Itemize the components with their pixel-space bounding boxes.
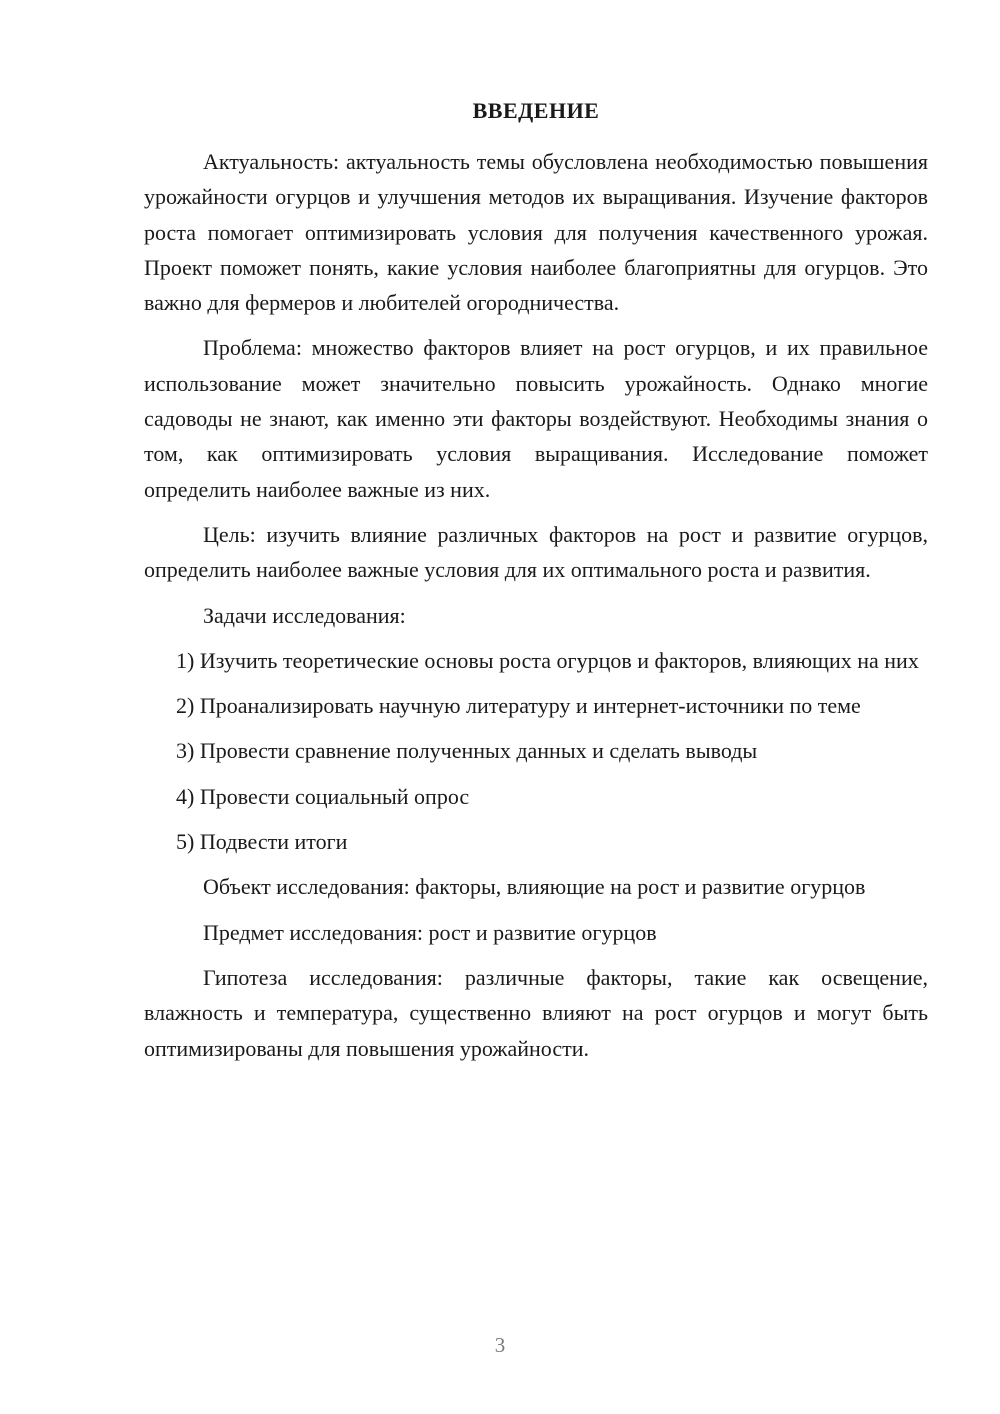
hypothesis-paragraph: Гипотеза исследования: различные факторы, такие как освещение, влажность и температура, существенно влияют на рост огурцов и могут быть оптимизированы для повышения урожайности. — [144, 964, 928, 1061]
subject-paragraph: Предмет исследования: рост и развитие огурцов — [203, 919, 657, 945]
goal-paragraph: Цель: изучить влияние различных факторов на рост и развитие огурцов, определить наиболее важные условия для их оптимального роста и развития. — [144, 521, 928, 583]
relevance-paragraph: Актуальность: актуальность темы обусловлена необходимостью повышения урожайности огурцов и улучшения методов их выращивания. Изучение факторов роста помогает оптимизировать условия для получения качественного урожая. Проект поможет понять, какие условия наиболее благоприятны для огурцов. Это важно для фермеров и любителей огородничества. — [144, 149, 928, 316]
document-page — [144, 96, 928, 1076]
problem-paragraph: Проблема: множество факторов влияет на рост огурцов, и их правильное использование может значительно повысить урожайность. Однако многие садоводы не знают, как именно эти факторы воздействуют. Необходимы знания о том, как оптимизировать условия выращивания. Исследование поможет определить наиболее важные из них. — [144, 335, 928, 502]
task-item-1: 1) Изучить теоретические основы роста огурцов и факторов, влияющих на них — [176, 647, 919, 673]
page-number: 3 — [494, 1333, 506, 1357]
tasks-title: Задачи исследования: — [203, 602, 406, 628]
section-heading: ВВЕДЕНИЕ — [472, 98, 600, 123]
task-item-2: 2) Проанализировать научную литературу и интернет-источники по теме — [176, 693, 861, 719]
task-item-4: 4) Провести социальный опрос — [176, 783, 470, 809]
task-item-3: 3) Провести сравнение полученных данных и сделать выводы — [176, 738, 758, 764]
object-paragraph: Объект исследования: факторы, влияющие на рост и развитие огурцов — [203, 874, 866, 900]
task-item-5: 5) Подвести итоги — [176, 829, 348, 855]
